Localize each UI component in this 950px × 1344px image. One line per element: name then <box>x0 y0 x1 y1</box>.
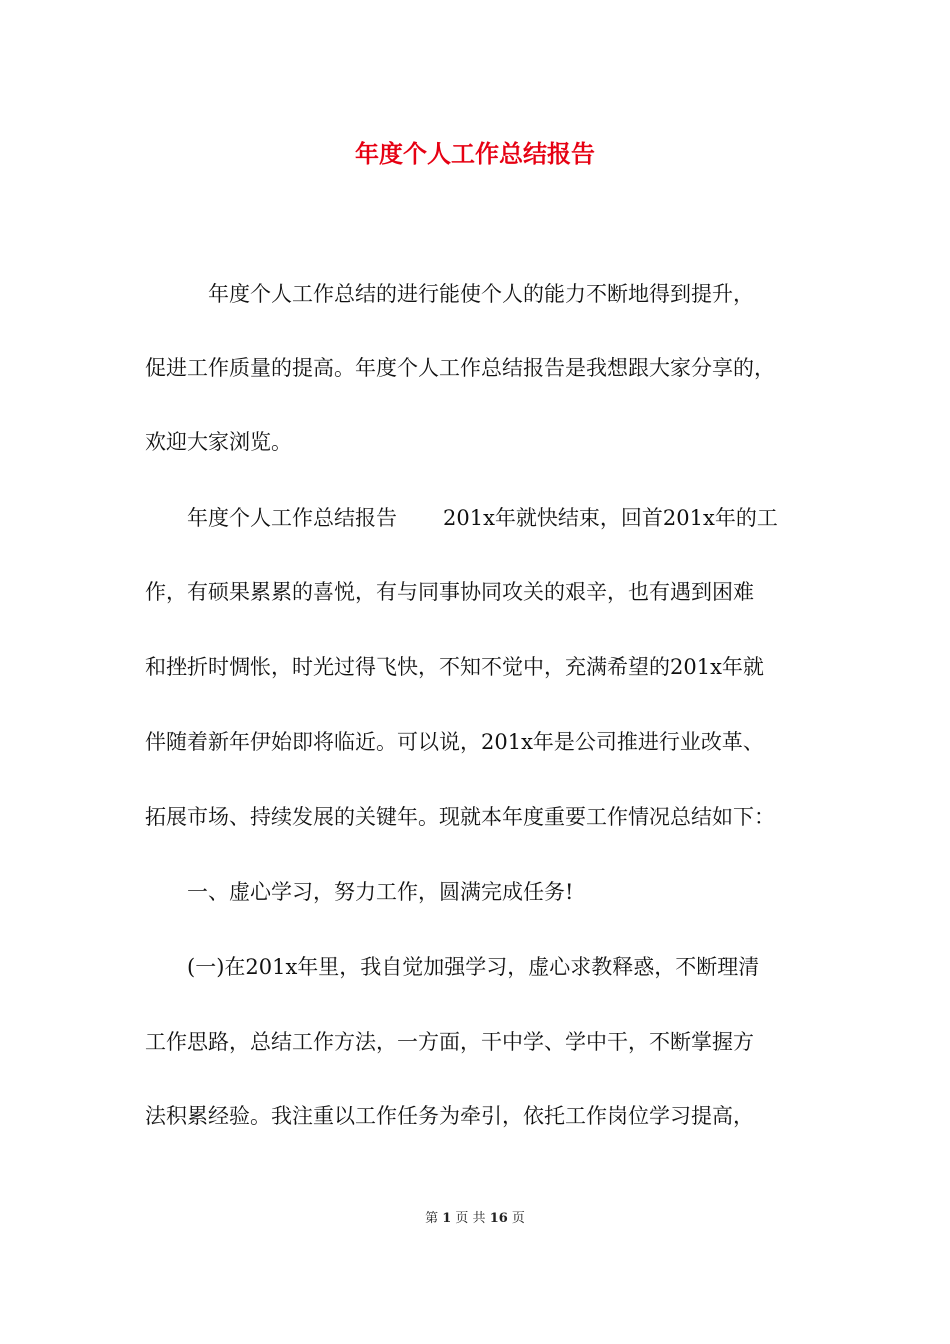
total-pages-number: 16 <box>489 1211 508 1226</box>
current-page-number: 1 <box>442 1211 452 1226</box>
paragraph-line: 促进工作质量的提高。年度个人工作总结报告是我想跟大家分享的， <box>145 356 775 380</box>
paragraph-line: 拓展市场、持续发展的关键年。现就本年度重要工作情况总结如下： <box>145 805 775 829</box>
paragraph-line: 年度个人工作总结的进行能使个人的能力不断地得到提升， <box>145 282 754 306</box>
paragraph-line: 法积累经验。我注重以工作任务为牵引，依托工作岗位学习提高， <box>145 1104 754 1128</box>
paragraph-line: 伴随着新年伊始即将临近。可以说，201x年是公司推进行业改革、 <box>145 730 764 754</box>
footer-prefix: 第 <box>425 1211 439 1226</box>
inline-heading: 年度个人工作总结报告 <box>145 506 397 530</box>
footer-suffix: 页 <box>511 1211 525 1226</box>
paragraph-line: (一)在201x年里，我自觉加强学习，虚心求教释惑，不断理清 <box>145 955 760 979</box>
paragraph-line <box>145 503 825 533</box>
page-footer <box>0 1210 950 1228</box>
paragraph-line: 欢迎大家浏览。 <box>145 430 292 454</box>
footer-middle: 页 共 <box>455 1211 486 1226</box>
paragraph-line: 工作思路，总结工作方法，一方面，干中学、学中干，不断掌握方 <box>145 1030 754 1054</box>
document-title: 年度个人工作总结报告 <box>355 139 595 168</box>
paragraph-line: 作，有硕果累累的喜悦，有与同事协同攻关的艰辛，也有遇到困难 <box>145 580 754 604</box>
inline-text: 201x年就快结束，回首201x年的工 <box>443 506 778 530</box>
paragraph-line: 和挫折时惆怅，时光过得飞快，不知不觉中，充满希望的201x年就 <box>145 655 764 679</box>
section-heading: 一、虚心学习，努力工作，圆满完成任务! <box>145 880 574 904</box>
